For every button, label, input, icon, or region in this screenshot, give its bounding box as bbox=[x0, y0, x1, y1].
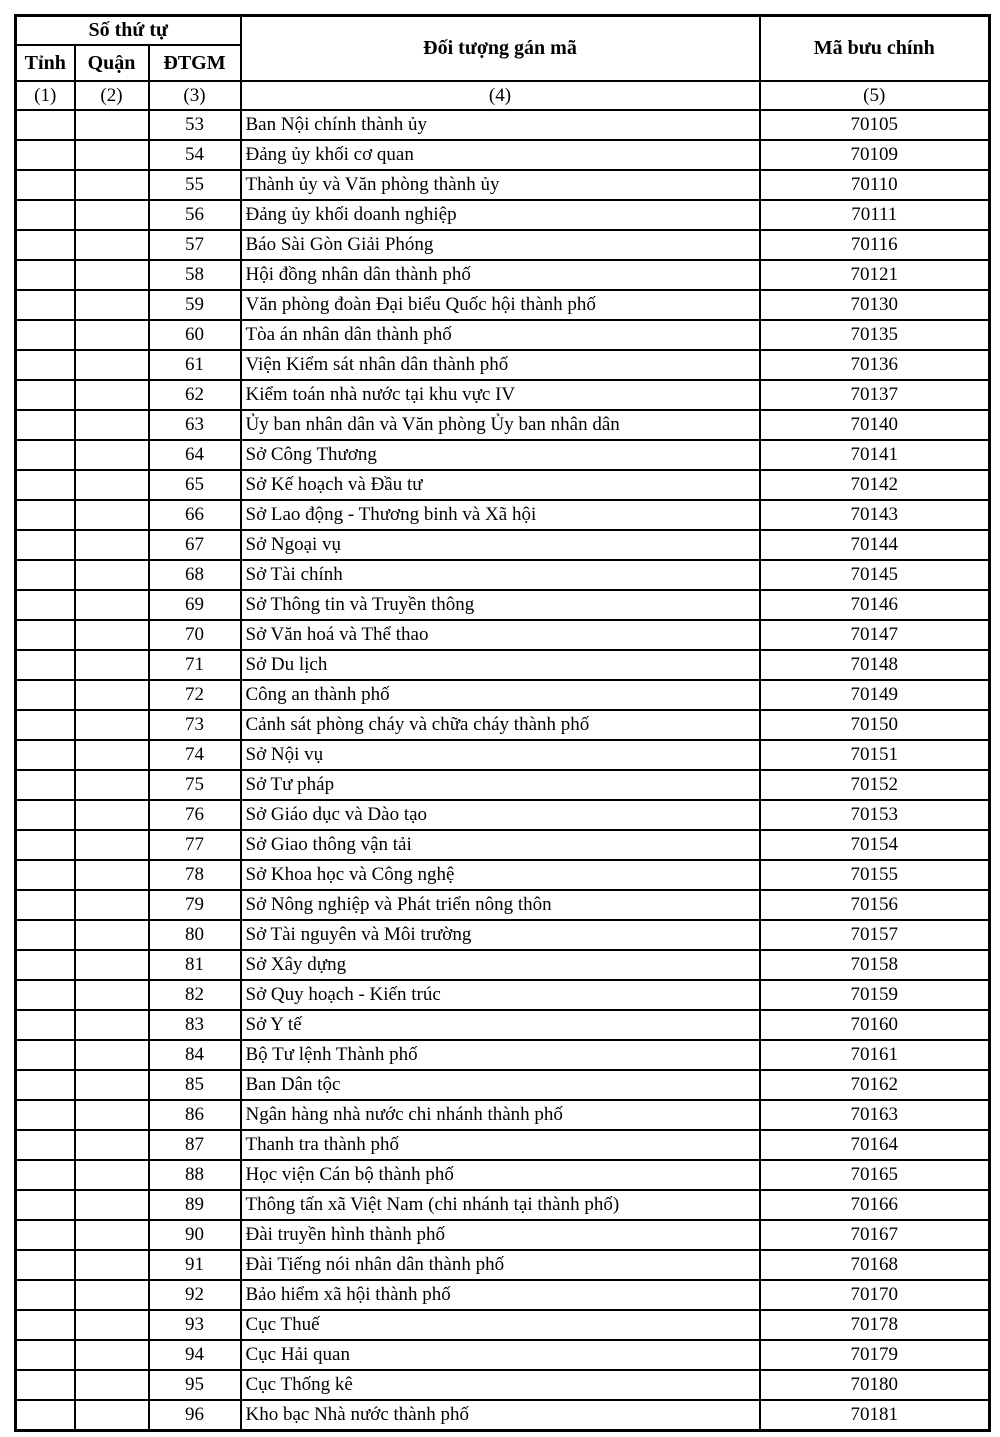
cell-doi-tuong: Cục Thống kê bbox=[241, 1370, 760, 1400]
cell-quan bbox=[75, 1070, 149, 1100]
cell-tinh bbox=[16, 560, 75, 590]
cell-doi-tuong: Sở Thông tin và Truyền thông bbox=[241, 590, 760, 620]
cell-doi-tuong: Bảo hiểm xã hội thành phố bbox=[241, 1280, 760, 1310]
cell-doi-tuong: Văn phòng đoàn Đại biểu Quốc hội thành phố bbox=[241, 290, 760, 320]
index-label-2: (2) bbox=[75, 81, 149, 110]
table-row bbox=[16, 1190, 990, 1220]
cell-stt: 80 bbox=[149, 920, 241, 950]
cell-doi-tuong: Tòa án nhân dân thành phố bbox=[241, 320, 760, 350]
cell-doi-tuong: Viện Kiểm sát nhân dân thành phố bbox=[241, 350, 760, 380]
cell-doi-tuong: Sở Tài nguyên và Môi trường bbox=[241, 920, 760, 950]
cell-tinh bbox=[16, 590, 75, 620]
cell-ma-buu-chinh: 70140 bbox=[760, 410, 990, 440]
cell-ma-buu-chinh: 70110 bbox=[760, 170, 990, 200]
cell-stt: 70 bbox=[149, 620, 241, 650]
cell-doi-tuong: Sở Khoa học và Công nghệ bbox=[241, 860, 760, 890]
cell-quan bbox=[75, 1310, 149, 1340]
cell-stt: 56 bbox=[149, 200, 241, 230]
cell-doi-tuong: Ngân hàng nhà nước chi nhánh thành phố bbox=[241, 1100, 760, 1130]
cell-quan bbox=[75, 320, 149, 350]
index-label-1: (1) bbox=[16, 81, 75, 110]
cell-stt: 66 bbox=[149, 500, 241, 530]
cell-ma-buu-chinh: 70166 bbox=[760, 1190, 990, 1220]
cell-ma-buu-chinh: 70111 bbox=[760, 200, 990, 230]
cell-quan bbox=[75, 140, 149, 170]
cell-tinh bbox=[16, 260, 75, 290]
cell-tinh bbox=[16, 1400, 75, 1430]
cell-ma-buu-chinh: 70116 bbox=[760, 230, 990, 260]
cell-ma-buu-chinh: 70167 bbox=[760, 1220, 990, 1250]
cell-stt: 84 bbox=[149, 1040, 241, 1070]
cell-tinh bbox=[16, 1160, 75, 1190]
cell-quan bbox=[75, 380, 149, 410]
cell-ma-buu-chinh: 70121 bbox=[760, 260, 990, 290]
cell-quan bbox=[75, 950, 149, 980]
cell-stt: 93 bbox=[149, 1310, 241, 1340]
cell-ma-buu-chinh: 70130 bbox=[760, 290, 990, 320]
table-row bbox=[16, 170, 990, 200]
table-row bbox=[16, 740, 990, 770]
cell-doi-tuong: Học viện Cán bộ thành phố bbox=[241, 1160, 760, 1190]
table-row bbox=[16, 290, 990, 320]
cell-tinh bbox=[16, 1070, 75, 1100]
cell-doi-tuong: Sở Y tế bbox=[241, 1010, 760, 1040]
postal-code-table bbox=[14, 14, 991, 1432]
cell-ma-buu-chinh: 70161 bbox=[760, 1040, 990, 1070]
cell-ma-buu-chinh: 70146 bbox=[760, 590, 990, 620]
cell-stt: 95 bbox=[149, 1370, 241, 1400]
cell-quan bbox=[75, 740, 149, 770]
cell-ma-buu-chinh: 70136 bbox=[760, 350, 990, 380]
cell-doi-tuong: Đài Tiếng nói nhân dân thành phố bbox=[241, 1250, 760, 1280]
cell-stt: 89 bbox=[149, 1190, 241, 1220]
cell-quan bbox=[75, 1160, 149, 1190]
cell-tinh bbox=[16, 230, 75, 260]
cell-stt: 67 bbox=[149, 530, 241, 560]
cell-quan bbox=[75, 1100, 149, 1130]
cell-ma-buu-chinh: 70164 bbox=[760, 1130, 990, 1160]
cell-doi-tuong: Ban Nội chính thành ủy bbox=[241, 110, 760, 140]
cell-ma-buu-chinh: 70165 bbox=[760, 1160, 990, 1190]
cell-stt: 55 bbox=[149, 170, 241, 200]
table-row bbox=[16, 470, 990, 500]
table-row bbox=[16, 1220, 990, 1250]
cell-stt: 85 bbox=[149, 1070, 241, 1100]
cell-stt: 60 bbox=[149, 320, 241, 350]
cell-tinh bbox=[16, 140, 75, 170]
table-row bbox=[16, 770, 990, 800]
table-row bbox=[16, 500, 990, 530]
cell-doi-tuong: Thanh tra thành phố bbox=[241, 1130, 760, 1160]
cell-doi-tuong: Sở Nội vụ bbox=[241, 740, 760, 770]
index-label-4: (4) bbox=[241, 81, 760, 110]
table-row bbox=[16, 560, 990, 590]
cell-stt: 78 bbox=[149, 860, 241, 890]
cell-ma-buu-chinh: 70109 bbox=[760, 140, 990, 170]
cell-ma-buu-chinh: 70178 bbox=[760, 1310, 990, 1340]
cell-quan bbox=[75, 1280, 149, 1310]
table-row bbox=[16, 530, 990, 560]
table-header bbox=[16, 16, 990, 111]
cell-tinh bbox=[16, 1040, 75, 1070]
cell-doi-tuong: Đảng ủy khối cơ quan bbox=[241, 140, 760, 170]
table-row bbox=[16, 230, 990, 260]
cell-tinh bbox=[16, 380, 75, 410]
header-so-thu-tu: Số thứ tự bbox=[16, 16, 241, 46]
header-ma-buu-chinh: Mã bưu chính bbox=[760, 16, 990, 82]
cell-stt: 73 bbox=[149, 710, 241, 740]
cell-quan bbox=[75, 920, 149, 950]
cell-quan bbox=[75, 890, 149, 920]
cell-doi-tuong: Sở Tài chính bbox=[241, 560, 760, 590]
header-dtgm: ĐTGM bbox=[149, 45, 241, 81]
table-row bbox=[16, 260, 990, 290]
cell-quan bbox=[75, 860, 149, 890]
cell-doi-tuong: Sở Nông nghiệp và Phát triển nông thôn bbox=[241, 890, 760, 920]
cell-ma-buu-chinh: 70181 bbox=[760, 1400, 990, 1430]
cell-doi-tuong: Bộ Tư lệnh Thành phố bbox=[241, 1040, 760, 1070]
cell-ma-buu-chinh: 70148 bbox=[760, 650, 990, 680]
cell-ma-buu-chinh: 70150 bbox=[760, 710, 990, 740]
cell-quan bbox=[75, 260, 149, 290]
cell-ma-buu-chinh: 70180 bbox=[760, 1370, 990, 1400]
cell-ma-buu-chinh: 70153 bbox=[760, 800, 990, 830]
cell-quan bbox=[75, 680, 149, 710]
table-row bbox=[16, 410, 990, 440]
table-row bbox=[16, 1040, 990, 1070]
cell-quan bbox=[75, 1190, 149, 1220]
table-row bbox=[16, 830, 990, 860]
index-label-3: (3) bbox=[149, 81, 241, 110]
cell-ma-buu-chinh: 70144 bbox=[760, 530, 990, 560]
table-row bbox=[16, 1100, 990, 1130]
cell-quan bbox=[75, 110, 149, 140]
cell-tinh bbox=[16, 920, 75, 950]
cell-ma-buu-chinh: 70157 bbox=[760, 920, 990, 950]
cell-stt: 61 bbox=[149, 350, 241, 380]
header-index-row bbox=[16, 81, 990, 110]
cell-stt: 62 bbox=[149, 380, 241, 410]
cell-ma-buu-chinh: 70156 bbox=[760, 890, 990, 920]
cell-stt: 96 bbox=[149, 1400, 241, 1430]
cell-quan bbox=[75, 590, 149, 620]
table-row bbox=[16, 1310, 990, 1340]
cell-quan bbox=[75, 410, 149, 440]
cell-tinh bbox=[16, 770, 75, 800]
cell-stt: 65 bbox=[149, 470, 241, 500]
cell-doi-tuong: Sở Lao động - Thương binh và Xã hội bbox=[241, 500, 760, 530]
cell-doi-tuong: Đảng ủy khối doanh nghiệp bbox=[241, 200, 760, 230]
cell-tinh bbox=[16, 800, 75, 830]
cell-stt: 71 bbox=[149, 650, 241, 680]
table-row bbox=[16, 380, 990, 410]
table-row bbox=[16, 1370, 990, 1400]
cell-quan bbox=[75, 500, 149, 530]
cell-quan bbox=[75, 770, 149, 800]
cell-tinh bbox=[16, 1340, 75, 1370]
cell-stt: 79 bbox=[149, 890, 241, 920]
cell-tinh bbox=[16, 470, 75, 500]
cell-stt: 58 bbox=[149, 260, 241, 290]
cell-tinh bbox=[16, 410, 75, 440]
cell-tinh bbox=[16, 1250, 75, 1280]
cell-stt: 86 bbox=[149, 1100, 241, 1130]
cell-doi-tuong: Hội đồng nhân dân thành phố bbox=[241, 260, 760, 290]
cell-doi-tuong: Công an thành phố bbox=[241, 680, 760, 710]
cell-quan bbox=[75, 560, 149, 590]
cell-ma-buu-chinh: 70149 bbox=[760, 680, 990, 710]
cell-doi-tuong: Kho bạc Nhà nước thành phố bbox=[241, 1400, 760, 1430]
table-row bbox=[16, 110, 990, 140]
table-row bbox=[16, 680, 990, 710]
table-row bbox=[16, 350, 990, 380]
cell-doi-tuong: Thông tấn xã Việt Nam (chi nhánh tại thành phố) bbox=[241, 1190, 760, 1220]
cell-ma-buu-chinh: 70147 bbox=[760, 620, 990, 650]
cell-tinh bbox=[16, 1220, 75, 1250]
cell-quan bbox=[75, 1370, 149, 1400]
cell-stt: 76 bbox=[149, 800, 241, 830]
cell-ma-buu-chinh: 70145 bbox=[760, 560, 990, 590]
cell-tinh bbox=[16, 830, 75, 860]
cell-tinh bbox=[16, 1100, 75, 1130]
cell-quan bbox=[75, 1040, 149, 1070]
cell-quan bbox=[75, 440, 149, 470]
cell-tinh bbox=[16, 530, 75, 560]
cell-quan bbox=[75, 710, 149, 740]
cell-ma-buu-chinh: 70137 bbox=[760, 380, 990, 410]
cell-stt: 63 bbox=[149, 410, 241, 440]
cell-stt: 74 bbox=[149, 740, 241, 770]
cell-quan bbox=[75, 530, 149, 560]
cell-tinh bbox=[16, 290, 75, 320]
cell-tinh bbox=[16, 1370, 75, 1400]
cell-quan bbox=[75, 980, 149, 1010]
cell-stt: 68 bbox=[149, 560, 241, 590]
table-row bbox=[16, 950, 990, 980]
cell-doi-tuong: Sở Giáo dục và Dào tạo bbox=[241, 800, 760, 830]
cell-ma-buu-chinh: 70159 bbox=[760, 980, 990, 1010]
cell-tinh bbox=[16, 170, 75, 200]
cell-doi-tuong: Sở Xây dựng bbox=[241, 950, 760, 980]
cell-doi-tuong: Sở Văn hoá và Thể thao bbox=[241, 620, 760, 650]
cell-stt: 54 bbox=[149, 140, 241, 170]
cell-tinh bbox=[16, 1280, 75, 1310]
table-row bbox=[16, 1250, 990, 1280]
cell-ma-buu-chinh: 70170 bbox=[760, 1280, 990, 1310]
cell-ma-buu-chinh: 70141 bbox=[760, 440, 990, 470]
cell-stt: 59 bbox=[149, 290, 241, 320]
cell-stt: 91 bbox=[149, 1250, 241, 1280]
table-body bbox=[16, 110, 990, 1430]
cell-tinh bbox=[16, 110, 75, 140]
cell-ma-buu-chinh: 70152 bbox=[760, 770, 990, 800]
table-row bbox=[16, 800, 990, 830]
table-row bbox=[16, 320, 990, 350]
cell-quan bbox=[75, 1340, 149, 1370]
cell-tinh bbox=[16, 650, 75, 680]
cell-stt: 94 bbox=[149, 1340, 241, 1370]
cell-quan bbox=[75, 230, 149, 260]
cell-doi-tuong: Sở Du lịch bbox=[241, 650, 760, 680]
cell-tinh bbox=[16, 1190, 75, 1220]
cell-quan bbox=[75, 800, 149, 830]
cell-doi-tuong: Sở Tư pháp bbox=[241, 770, 760, 800]
cell-tinh bbox=[16, 740, 75, 770]
cell-quan bbox=[75, 1250, 149, 1280]
cell-ma-buu-chinh: 70179 bbox=[760, 1340, 990, 1370]
cell-quan bbox=[75, 620, 149, 650]
table-row bbox=[16, 1070, 990, 1100]
cell-tinh bbox=[16, 890, 75, 920]
header-doi-tuong-gan-ma: Đối tượng gán mã bbox=[241, 16, 760, 82]
cell-doi-tuong: Sở Công Thương bbox=[241, 440, 760, 470]
cell-doi-tuong: Ủy ban nhân dân và Văn phòng Ủy ban nhân dân bbox=[241, 410, 760, 440]
cell-doi-tuong: Đài truyền hình thành phố bbox=[241, 1220, 760, 1250]
cell-quan bbox=[75, 650, 149, 680]
cell-stt: 53 bbox=[149, 110, 241, 140]
cell-ma-buu-chinh: 70142 bbox=[760, 470, 990, 500]
cell-tinh bbox=[16, 440, 75, 470]
cell-ma-buu-chinh: 70135 bbox=[760, 320, 990, 350]
cell-tinh bbox=[16, 1310, 75, 1340]
cell-doi-tuong: Sở Giao thông vận tải bbox=[241, 830, 760, 860]
cell-tinh bbox=[16, 500, 75, 530]
cell-ma-buu-chinh: 70163 bbox=[760, 1100, 990, 1130]
cell-tinh bbox=[16, 320, 75, 350]
cell-stt: 92 bbox=[149, 1280, 241, 1310]
cell-quan bbox=[75, 200, 149, 230]
cell-ma-buu-chinh: 70105 bbox=[760, 110, 990, 140]
cell-tinh bbox=[16, 950, 75, 980]
cell-quan bbox=[75, 1220, 149, 1250]
table-row bbox=[16, 980, 990, 1010]
header-quan: Quận bbox=[75, 45, 149, 81]
cell-doi-tuong: Báo Sài Gòn Giải Phóng bbox=[241, 230, 760, 260]
table-row bbox=[16, 200, 990, 230]
cell-ma-buu-chinh: 70158 bbox=[760, 950, 990, 980]
table-row bbox=[16, 620, 990, 650]
cell-quan bbox=[75, 1400, 149, 1430]
cell-ma-buu-chinh: 70168 bbox=[760, 1250, 990, 1280]
table-row bbox=[16, 860, 990, 890]
cell-tinh bbox=[16, 1010, 75, 1040]
header-group-row bbox=[16, 16, 990, 46]
cell-stt: 57 bbox=[149, 230, 241, 260]
cell-doi-tuong: Sở Kế hoạch và Đầu tư bbox=[241, 470, 760, 500]
cell-quan bbox=[75, 1010, 149, 1040]
table-row bbox=[16, 140, 990, 170]
table-row bbox=[16, 710, 990, 740]
cell-doi-tuong: Thành ủy và Văn phòng thành ủy bbox=[241, 170, 760, 200]
table-row bbox=[16, 650, 990, 680]
cell-stt: 90 bbox=[149, 1220, 241, 1250]
cell-ma-buu-chinh: 70154 bbox=[760, 830, 990, 860]
cell-stt: 69 bbox=[149, 590, 241, 620]
table-row bbox=[16, 920, 990, 950]
table-row bbox=[16, 1010, 990, 1040]
table-row bbox=[16, 890, 990, 920]
cell-stt: 77 bbox=[149, 830, 241, 860]
index-label-5: (5) bbox=[760, 81, 990, 110]
table-row bbox=[16, 590, 990, 620]
cell-tinh bbox=[16, 620, 75, 650]
cell-doi-tuong: Sở Ngoại vụ bbox=[241, 530, 760, 560]
cell-ma-buu-chinh: 70155 bbox=[760, 860, 990, 890]
cell-tinh bbox=[16, 200, 75, 230]
table-row bbox=[16, 1280, 990, 1310]
table-row bbox=[16, 1400, 990, 1430]
cell-quan bbox=[75, 1130, 149, 1160]
cell-tinh bbox=[16, 680, 75, 710]
cell-quan bbox=[75, 830, 149, 860]
cell-tinh bbox=[16, 710, 75, 740]
table-row bbox=[16, 1160, 990, 1190]
cell-doi-tuong: Kiểm toán nhà nước tại khu vực IV bbox=[241, 380, 760, 410]
cell-tinh bbox=[16, 1130, 75, 1160]
cell-quan bbox=[75, 350, 149, 380]
cell-stt: 75 bbox=[149, 770, 241, 800]
cell-tinh bbox=[16, 350, 75, 380]
cell-quan bbox=[75, 170, 149, 200]
cell-ma-buu-chinh: 70151 bbox=[760, 740, 990, 770]
cell-ma-buu-chinh: 70160 bbox=[760, 1010, 990, 1040]
cell-doi-tuong: Cảnh sát phòng cháy và chữa cháy thành phố bbox=[241, 710, 760, 740]
cell-stt: 87 bbox=[149, 1130, 241, 1160]
cell-tinh bbox=[16, 860, 75, 890]
cell-quan bbox=[75, 290, 149, 320]
cell-tinh bbox=[16, 980, 75, 1010]
table-row bbox=[16, 1340, 990, 1370]
table-row bbox=[16, 440, 990, 470]
cell-doi-tuong: Cục Thuế bbox=[241, 1310, 760, 1340]
cell-stt: 72 bbox=[149, 680, 241, 710]
cell-doi-tuong: Sở Quy hoạch - Kiến trúc bbox=[241, 980, 760, 1010]
cell-doi-tuong: Ban Dân tộc bbox=[241, 1070, 760, 1100]
header-tinh: Tỉnh bbox=[16, 45, 75, 81]
table-row bbox=[16, 1130, 990, 1160]
cell-stt: 64 bbox=[149, 440, 241, 470]
cell-stt: 82 bbox=[149, 980, 241, 1010]
cell-ma-buu-chinh: 70143 bbox=[760, 500, 990, 530]
cell-quan bbox=[75, 470, 149, 500]
cell-stt: 83 bbox=[149, 1010, 241, 1040]
cell-stt: 81 bbox=[149, 950, 241, 980]
cell-doi-tuong: Cục Hải quan bbox=[241, 1340, 760, 1370]
cell-stt: 88 bbox=[149, 1160, 241, 1190]
cell-ma-buu-chinh: 70162 bbox=[760, 1070, 990, 1100]
